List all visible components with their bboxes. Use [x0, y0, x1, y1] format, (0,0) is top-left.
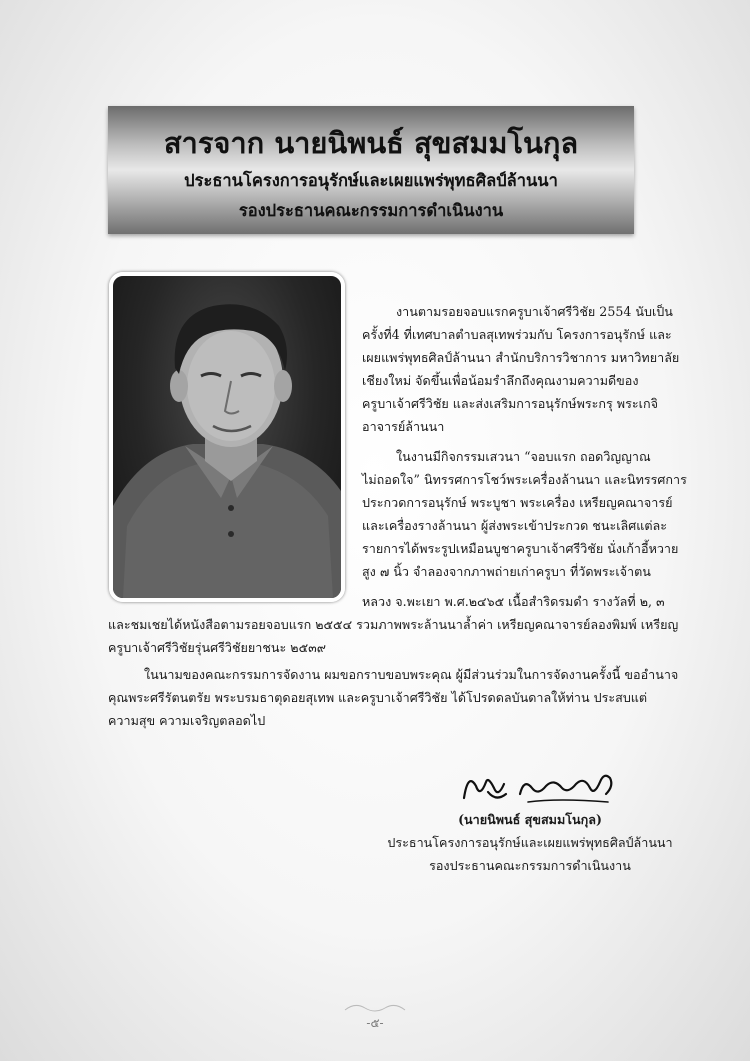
author-position-1: ประธานโครงการอนุรักษ์และเผยแพร่พุทธศิลป์ล้านนา [184, 171, 558, 190]
signer-name: (นายนิพนธ์ สุขสมมโนกุล) [458, 812, 602, 827]
signer-position-2: รองประธานคณะกรรมการดำเนินงาน [429, 858, 631, 873]
author-portrait-photo [109, 272, 345, 602]
author-position-2: รองประธานคณะกรรมการดำเนินงาน [238, 201, 504, 220]
page-title: สารจาก นายนิพนธ์ สุขสมมโนกุล [163, 126, 579, 160]
signature-block [380, 808, 680, 877]
handwritten-signature [458, 758, 618, 810]
signer-position-1: ประธานโครงการอนุรักษ์และเผยแพร่พุทธศิลป์ล้านนา [387, 835, 673, 850]
ornament-icon [335, 1000, 415, 1014]
page-number: -๕- [335, 1000, 415, 1033]
title-banner [108, 106, 634, 234]
